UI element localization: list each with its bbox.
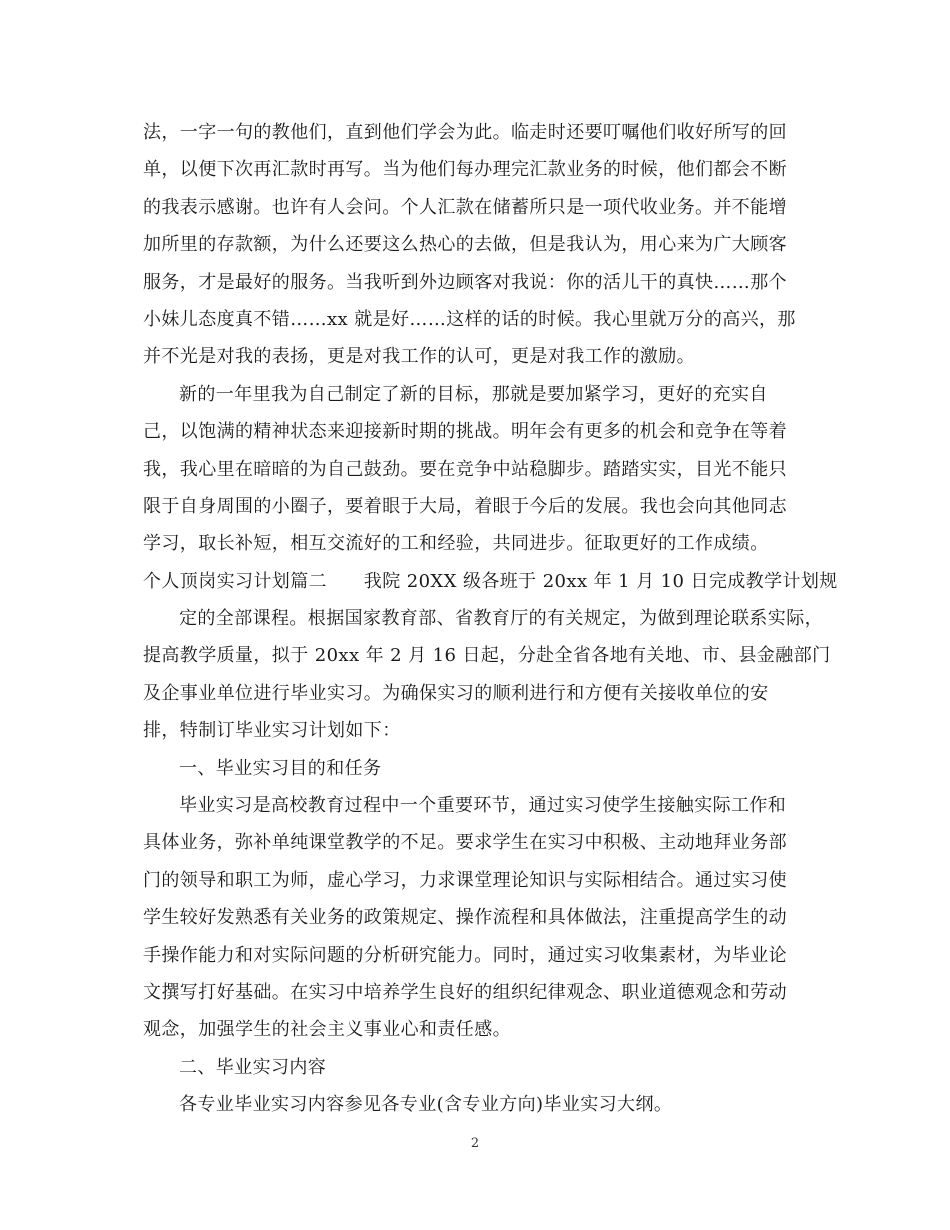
text-line: 各专业毕业实习内容参见各专业(含专业方向)毕业实习大纲。 — [179, 1094, 673, 1116]
document-body — [143, 114, 838, 1124]
text-line: 的我表示感谢。也许有人会问。个人汇款在储蓄所只是一项代收业务。并不能增 — [143, 196, 787, 218]
text-line: 门的领导和职工为师，虚心学习，力求课堂理论知识与实际相结合。通过实习使 — [143, 869, 787, 891]
text-line: 定的全部课程。根据国家教育部、省教育厅的有关规定，为做到理论联系实际， — [179, 608, 823, 630]
text-line: 己，以饱满的精神状态来迎接新时期的挑战。明年会有更多的机会和竞争在等着 — [143, 421, 787, 443]
text-line: 学习，取长补短，相互交流好的工和经验，共同进步。征取更好的工作成绩。 — [143, 533, 769, 555]
text-line: 二、毕业实习内容 — [179, 1056, 327, 1078]
text-line: 一、毕业实习目的和任务 — [179, 757, 382, 779]
text-line: 具体业务，弥补单纯课堂教学的不足。要求学生在实习中积极、主动地拜业务部 — [143, 832, 787, 854]
text-line: 单，以便下次再汇款时再写。当为他们每办理完汇款业务的时候，他们都会不断 — [143, 159, 787, 181]
text-line: 提高教学质量，拟于 20xx 年 2 月 16 日起，分赴全省各地有关地、市、县金融部门 — [143, 645, 831, 667]
text-line: 学生较好发熟悉有关业务的政策规定、操作流程和具体做法，注重提高学生的动 — [143, 907, 787, 929]
text-line: 限于自身周围的小圈子，要着眼于大局，着眼于今后的发展。我也会向其他同志 — [143, 495, 787, 517]
page-number: 2 — [470, 1136, 480, 1151]
text-line: 法，一字一句的教他们，直到他们学会为此。临走时还要叮嘱他们收好所写的回 — [143, 122, 787, 143]
text-line: 并不光是对我的表扬，更是对我工作的认可，更是对我工作的激励。 — [143, 346, 695, 368]
text-line: 毕业实习是高校教育过程中一个重要环节，通过实习使学生接触实际工作和 — [179, 795, 787, 817]
text-line: 我，我心里在暗暗的为自己鼓劲。要在竞争中站稳脚步。踏踏实实，目光不能只 — [143, 458, 787, 480]
text-line: 手操作能力和对实际问题的分析研究能力。同时，通过实习收集素材，为毕业论 — [143, 944, 787, 966]
text-line: 小妹儿态度真不错……xx 就是好……这样的话的时候。我心里就万分的高兴，那 — [143, 308, 796, 330]
text-line: 排，特制订毕业实习计划如下： — [143, 720, 401, 742]
text-line: 文撰写打好基础。在实习中培养学生良好的组织纪律观念、职业道德观念和劳动 — [143, 981, 787, 1003]
text-line: 加所里的存款额，为什么还要这么热心的去做，但是我认为，用心来为广大顾客 — [143, 234, 787, 256]
text-line: 服务，才是最好的服务。当我听到外边顾客对我说：你的活儿干的真快……那个 — [143, 271, 787, 293]
text-line: 个人顶岗实习计划篇二 我院 20XX 级各班于 20xx 年 1 月 10 日完成教学计划规 — [143, 570, 838, 592]
text-line: 新的一年里我为自己制定了新的目标，那就是要加紧学习，更好的充实自 — [179, 383, 768, 405]
text-line: 及企事业单位进行毕业实习。为确保实习的顺利进行和方便有关接收单位的安 — [143, 682, 769, 704]
text-line: 观念，加强学生的社会主义事业心和责任感。 — [143, 1019, 511, 1041]
